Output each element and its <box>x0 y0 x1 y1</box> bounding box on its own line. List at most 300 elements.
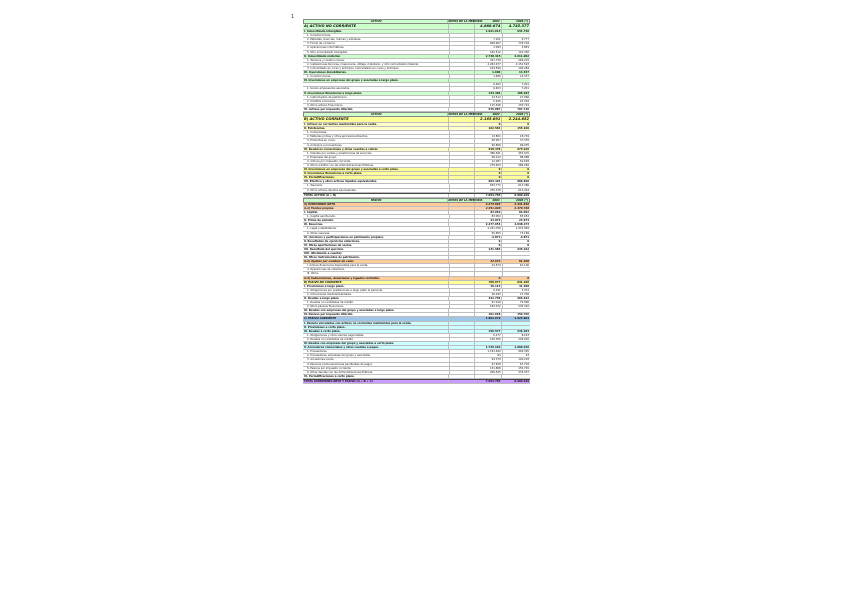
row-label: 1. Terrenos y construcciones. <box>303 59 450 62</box>
value-2004: 7.054.765 <box>475 194 503 197</box>
row-label: II. Prima de emisión. <box>303 219 449 222</box>
row-nota <box>449 180 475 183</box>
value-2003: 140.218 <box>518 358 529 362</box>
row-nota <box>449 207 475 210</box>
row-label: III. Otros. <box>303 272 450 275</box>
value-2004: 163.599 <box>475 67 502 70</box>
value-2003: 188.183 <box>517 91 530 95</box>
value-2004: 3.093 <box>475 46 502 49</box>
row-label <box>303 83 450 86</box>
value-2004: 2.451.020 <box>475 207 503 210</box>
row-nota <box>449 148 475 151</box>
row-label: V. Resultados de ejercicios anteriores. <box>303 240 449 243</box>
row-nota <box>449 211 475 214</box>
value-2004 <box>475 131 502 134</box>
value-2003: 286.282 <box>518 164 529 167</box>
row-nota <box>450 371 475 374</box>
value-2004: 156.577 <box>475 330 503 333</box>
value-2003: 41.368 <box>519 284 530 288</box>
row-nota <box>450 215 475 218</box>
value-2004: 13.512 <box>475 96 502 99</box>
value-2004: 2004 <box>474 199 501 202</box>
value-2004: 67.658 <box>475 363 502 366</box>
row-nota <box>449 244 475 247</box>
row-label: II. Operaciones de cobertura. <box>303 268 450 271</box>
value-2003: 1.925.603 <box>514 317 530 321</box>
row-label: VIII. (Dividendo a cuenta). <box>303 252 449 255</box>
row-nota <box>450 59 475 62</box>
row-label: VII. Resultado del ejercicio. <box>303 248 449 251</box>
row-label: 1. Obligaciones por prestaciones a largo plazo al personal. <box>303 289 450 292</box>
row-label: V. Acreedores comerciales y otras cuentas a pagar. <box>303 346 449 349</box>
value-2004: 903.424 <box>475 180 503 183</box>
row-label: 4. Otros créditos con las Administraciones Públicas. <box>303 164 450 167</box>
value-2004 <box>475 268 502 271</box>
value-2004: -3.871 <box>475 236 503 239</box>
value-2004: 162.564 <box>475 127 503 130</box>
row-label: 2. Proveedores, empresas del grupo y asociadas. <box>303 354 450 357</box>
row-nota <box>450 354 475 357</box>
value-2004: 58.012 <box>475 156 502 159</box>
value-2003: 75.096 <box>519 301 529 305</box>
row-nota <box>450 42 475 45</box>
value-2003: 797.716 <box>517 107 530 111</box>
value-2004: 6.277 <box>475 334 502 337</box>
value-2004: 67.016 <box>475 301 502 304</box>
row-label: II. Deudas a largo plazo. <box>303 297 449 300</box>
row-nota <box>449 313 475 316</box>
row-label: 5. Otro inmovilizado intangible. <box>303 51 450 54</box>
value-2004: 24.974 <box>475 219 503 222</box>
row-nota <box>449 322 475 325</box>
row-label: B) ACTIVO CORRIENTE <box>303 117 449 122</box>
row-nota <box>450 227 475 230</box>
value-2003: 236.183 <box>517 329 530 333</box>
value-2004: 48.957 <box>475 139 502 142</box>
row-label: 2. Créditos a terceros. <box>303 100 450 103</box>
row-label: 3. Otros activos financieros. <box>303 104 450 107</box>
row-nota <box>449 194 475 197</box>
value-2004: 131.583 <box>475 248 503 251</box>
page-number: 1 <box>291 14 295 20</box>
row-nota <box>449 203 475 206</box>
value-2003: 9.777 <box>521 38 529 42</box>
value-2004: 22.674 <box>475 260 503 263</box>
row-nota <box>450 144 475 147</box>
value-2003: 190.284 <box>518 66 529 70</box>
value-2003 <box>502 252 530 255</box>
row-label: 2. Deudas con entidades de crédito. <box>303 338 450 341</box>
value-2004: 22.674 <box>475 264 502 267</box>
value-2003: 613.386 <box>518 184 529 188</box>
value-2003: 6.990.229 <box>514 193 530 197</box>
row-nota <box>449 342 475 345</box>
value-2004: 13.801 <box>475 135 502 138</box>
value-2003: 155.745 <box>518 366 529 370</box>
row-label: VI. Activos por impuesto diferido. <box>303 108 449 111</box>
row-label: A) PATRIMONIO NETO <box>303 203 449 206</box>
value-2004: 2.263.077 <box>475 63 502 66</box>
value-2004: 99.806 <box>475 144 502 147</box>
row-nota <box>450 334 475 337</box>
value-2003: 986.820 <box>517 180 530 184</box>
value-2004: 83.052 <box>475 211 503 214</box>
row-nota <box>450 367 475 370</box>
value-2003: 2.370.726 <box>514 206 530 210</box>
value-2004: 93.379 <box>475 358 502 361</box>
row-label: 1. Tesorería. <box>303 184 450 187</box>
value-2003: 156.756 <box>517 313 530 317</box>
row-nota <box>450 67 475 70</box>
row-nota <box>449 30 475 33</box>
row-nota <box>450 87 475 90</box>
row-label: IV. Inversiones en empresas del grupo y asociadas a corto plazo. <box>303 168 449 171</box>
row-nota <box>449 108 475 111</box>
value-2003: 2.611.092 <box>514 54 530 58</box>
row-nota <box>450 268 475 271</box>
value-2004: 279.654 <box>475 164 502 167</box>
value-2004: 260.525 <box>475 371 502 374</box>
value-2003: 269.215 <box>518 58 529 62</box>
row-nota <box>449 297 475 300</box>
value-2004: 83.052 <box>475 215 502 218</box>
row-label: A-1) Fondos propios. <box>303 207 449 210</box>
value-2003: -3.871 <box>519 235 530 239</box>
row-nota <box>450 83 475 86</box>
value-2004: 2.221.799 <box>475 227 502 230</box>
row-label: C) PASIVO CORRIENTE <box>303 317 449 320</box>
row-label: TOTAL PATRIMONIO NETO Y PASIVO (A + B + C) <box>303 380 449 383</box>
value-2003 <box>502 79 530 82</box>
row-label: 1. Clientes por ventas y prestaciones de servicios. <box>303 152 450 155</box>
value-2004: 0 <box>475 172 503 175</box>
row-nota <box>450 160 475 163</box>
row-nota <box>450 135 475 138</box>
row-nota <box>450 272 475 275</box>
value-2004 <box>475 309 503 312</box>
value-2004: 63 <box>475 354 502 357</box>
value-2003 <box>502 375 530 378</box>
value-2003: 3.839 <box>521 46 529 50</box>
row-label: 3. Fondo de comercio. <box>303 42 450 45</box>
row-nota <box>450 75 475 78</box>
value-2003: 376.337 <box>518 370 529 374</box>
row-label: VI. Periodificaciones. <box>303 176 449 179</box>
value-2003: 2003 (*) <box>516 198 528 202</box>
value-2004: 6.403 <box>475 83 502 86</box>
row-label: 1. Socios empresarios asociados. <box>303 87 450 90</box>
row-label: 5. Pasivos por impuesto corriente. <box>303 367 450 370</box>
row-nota <box>449 281 475 284</box>
row-nota <box>449 117 475 122</box>
value-2003: 2.048.173 <box>514 223 530 227</box>
value-2003: 975.916 <box>517 147 530 151</box>
row-label: I. Capital. <box>303 211 449 214</box>
value-2004: 653.773 <box>475 184 502 187</box>
value-2004 <box>475 256 503 259</box>
value-2003: 99.035 <box>519 143 529 147</box>
value-2003: 52.638 <box>519 159 529 163</box>
value-2004: 2004 <box>474 20 501 23</box>
row-nota <box>449 172 475 175</box>
row-nota <box>449 223 475 226</box>
row-label: I. Activos no corrientes mantenidos para la venta. <box>303 123 449 126</box>
value-2003 <box>503 272 530 275</box>
value-2003: 0 <box>527 168 530 172</box>
value-2003 <box>502 326 530 329</box>
row-nota: NOTAS DE LA MEMORIA <box>448 112 483 116</box>
value-2004: 1.181.640 <box>475 350 502 353</box>
value-2004 <box>475 322 503 325</box>
value-2003: 61.100 <box>519 264 529 268</box>
value-2003: 0 <box>527 243 530 247</box>
row-nota <box>450 156 475 159</box>
row-nota <box>450 96 475 99</box>
value-2004: 250.578 <box>475 189 502 192</box>
value-2004: 1.690 <box>475 75 502 78</box>
value-2003: 0 <box>527 276 530 280</box>
value-2003: 67.793 <box>519 362 529 366</box>
value-2003: 83.052 <box>519 211 530 215</box>
value-2004: 848.907 <box>475 42 502 45</box>
value-2004: 2.748.415 <box>475 55 503 58</box>
value-2003: 141.330 <box>518 50 529 54</box>
row-label: 2. Empresas del grupo. <box>303 156 450 159</box>
value-2004: 6.321 <box>475 289 502 292</box>
row-nota <box>449 71 475 74</box>
value-2004: 12.087 <box>475 160 502 163</box>
row-label: A) ACTIVO NO CORRIENTE <box>303 24 449 29</box>
value-2003: 1.689.420 <box>514 346 530 350</box>
table-row <box>303 379 530 384</box>
value-2004: 2.277.654 <box>475 223 503 226</box>
balance-sheet <box>303 19 530 384</box>
row-label: 3. Productos en curso. <box>303 139 450 142</box>
value-2003: 83.052 <box>519 215 529 219</box>
value-2003: 613.444 <box>518 188 529 192</box>
value-2003: 931.740 <box>517 30 530 34</box>
row-nota <box>449 55 475 58</box>
row-label: III. Reservas. <box>303 223 449 226</box>
value-2004 <box>475 342 503 345</box>
row-label: A-3) Subvenciones, donaciones y legados recibidos. <box>303 277 449 280</box>
value-2004 <box>475 375 503 378</box>
row-nota <box>449 326 475 329</box>
row-label: II. Inmovilizado material. <box>303 55 449 58</box>
row-label: V. Inversiones financieras a largo plazo. <box>303 92 449 95</box>
row-label: 2. Patentes, licencias, marcas y similares. <box>303 38 450 41</box>
value-2003: 14.337 <box>519 71 530 75</box>
row-label: III. Deudas a corto plazo. <box>303 330 449 333</box>
value-2003: 7.201 <box>521 87 529 91</box>
value-2004: 0 <box>475 240 503 243</box>
value-2004: 1.690 <box>475 71 503 74</box>
row-label: 2. Actuaciones medioambientales. <box>303 293 450 296</box>
row-label: B) PASIVO NO CORRIENTE <box>303 281 449 284</box>
row-label: IV. (Acciones y participaciones en patrimonio propias). <box>303 236 449 239</box>
row-label: TOTAL ACTIVO (A + B) <box>303 194 449 197</box>
row-nota <box>450 34 475 37</box>
row-nota <box>449 92 475 95</box>
value-2004: 6.403 <box>475 87 502 90</box>
value-2004: 0 <box>475 176 503 179</box>
value-2004: 1.021.613 <box>475 30 503 33</box>
value-2003: 7.201 <box>521 83 529 87</box>
value-2003: 37.376 <box>519 139 529 143</box>
row-nota <box>449 24 475 29</box>
row-label: III. Deudores comerciales y otras cuentas a cobrar. <box>303 148 449 151</box>
row-nota <box>450 338 475 341</box>
value-2004: 7.054.765 <box>475 380 503 383</box>
value-2003: 631.160 <box>517 280 530 284</box>
row-nota: NOTAS DE LA MEMORIA <box>448 20 483 23</box>
value-2004: 1.735.102 <box>475 346 503 349</box>
row-nota <box>449 330 475 333</box>
row-label: IV. Inversiones en empresas del grupo y asociadas a largo plazo. <box>303 79 449 82</box>
row-label: 2. Materias primas y otros aprovisionamientos. <box>303 135 450 138</box>
row-nota: NOTAS DE LA MEMORIA <box>448 198 483 202</box>
row-nota <box>449 219 475 222</box>
value-2004: 709.877 <box>475 281 503 284</box>
row-nota <box>450 139 475 142</box>
value-2003 <box>502 256 530 259</box>
value-2004: 4.888.874 <box>475 24 503 29</box>
value-2004: 183.072 <box>475 305 502 308</box>
value-2004: 28.183 <box>475 293 502 296</box>
value-2003 <box>502 342 530 345</box>
value-2003: 61.100 <box>519 260 530 264</box>
value-2003: 265.422 <box>517 297 530 300</box>
value-2004: 131.868 <box>475 367 502 370</box>
row-nota <box>450 289 475 292</box>
row-nota <box>450 104 475 107</box>
value-2003: 0 <box>527 239 530 243</box>
value-2003: 0 <box>527 172 530 176</box>
value-2003: 14.337 <box>519 75 529 79</box>
row-label: III. Inversiones Inmobiliarias. <box>303 71 449 74</box>
row-label: 1. Legal y estatutarias. <box>303 227 450 230</box>
row-nota <box>449 317 475 320</box>
value-2003 <box>503 268 530 271</box>
value-2003: 155.160 <box>517 127 530 131</box>
row-nota <box>450 264 475 267</box>
value-2003 <box>502 322 530 325</box>
row-label: II. Existencias. <box>303 127 449 130</box>
row-label: A-2) Ajustes por cambios de valor. <box>303 260 449 263</box>
row-label: 4. Aplicaciones informáticas. <box>303 46 450 49</box>
row-label: VI. Otras aportaciones de socios. <box>303 244 449 247</box>
value-2004: 2.473.694 <box>475 203 503 206</box>
row-nota <box>449 380 475 383</box>
value-2003: 2.431.816 <box>514 202 530 206</box>
value-2004: 0 <box>475 244 503 247</box>
row-nota <box>449 236 475 239</box>
row-label: 4. Anticipos a proveedores. <box>303 144 450 147</box>
value-2003: 228.020 <box>518 337 529 341</box>
row-label: III. Deudas con empresas del grupo y asociadas a largo plazo. <box>303 309 449 312</box>
row-nota <box>449 375 475 378</box>
value-2004: 386.591 <box>475 152 502 155</box>
row-label: 1. Deudas con entidades de crédito. <box>303 301 450 304</box>
value-2003: 18.749 <box>519 135 529 139</box>
row-nota <box>450 358 475 361</box>
value-2004: 321.746 <box>475 297 503 300</box>
value-2004: 321.739 <box>475 59 502 62</box>
value-2004: 7.101 <box>475 38 502 41</box>
value-2004: 5.406 <box>475 100 502 103</box>
row-label: 2. Instalaciones técnicas, maquinaria, utillaje, mobiliario, y otro inmovilizado material. <box>303 63 450 66</box>
row-label: VII. Efectivo y otros activos líquidos equivalentes. <box>303 180 449 183</box>
value-2004 <box>475 326 503 329</box>
value-2003: 235.162 <box>517 247 530 251</box>
row-label: IV. Pasivos por impuesto diferido. <box>303 313 449 316</box>
value-2003: 3.372 <box>521 288 529 292</box>
value-2003: 6.990.229 <box>514 379 530 383</box>
row-nota <box>449 346 475 349</box>
value-2004: 2004 <box>474 113 501 116</box>
value-2004: 818.378 <box>475 148 503 151</box>
row-label: VI. Periodificaciones a corto plazo. <box>303 375 449 378</box>
value-2003: 8.163 <box>521 333 529 337</box>
row-label: PASIVO <box>304 199 448 202</box>
value-2003: 27.066 <box>519 95 529 99</box>
value-2004 <box>475 252 503 255</box>
row-label: 2. Otros pasivos financieros. <box>303 305 450 308</box>
row-nota <box>449 260 475 263</box>
value-2003: 2.244.852 <box>508 117 530 122</box>
row-nota <box>450 305 475 308</box>
row-label: 6. Otras deudas con las Administraciones Públicas. <box>303 371 450 374</box>
value-2004: 115.548 <box>475 104 502 107</box>
row-label: 1. Capital escriturado. <box>303 215 450 218</box>
row-label: IV. Deudas con empresas del grupo y asociadas a corto plazo. <box>303 342 449 345</box>
value-2003: 135.724 <box>518 103 529 107</box>
value-2004: 150.300 <box>475 338 502 341</box>
row-label: ACTIVO <box>304 113 448 116</box>
row-label: 1. Proveedores. <box>303 350 450 353</box>
value-2004 <box>475 79 503 82</box>
row-nota <box>449 277 475 280</box>
row-nota <box>449 168 475 171</box>
value-2004: 101.618 <box>475 313 503 316</box>
row-label: 3. Inmovilizado en curso y anticipos. Inmovilizado en curso y anticipos. <box>303 67 450 70</box>
row-nota <box>450 38 475 41</box>
value-2004: 0 <box>475 277 503 280</box>
value-2004: 2.165.891 <box>475 117 503 122</box>
row-nota <box>449 79 475 82</box>
row-nota <box>449 240 475 243</box>
value-2004: 55.855 <box>475 232 502 235</box>
value-2004 <box>475 34 502 37</box>
row-nota <box>450 152 475 155</box>
row-nota <box>449 176 475 179</box>
value-2003: 4.745.377 <box>508 24 530 29</box>
value-2004: 0 <box>475 123 503 126</box>
row-nota <box>449 285 475 288</box>
value-2003: 2003 (*) <box>516 20 528 23</box>
value-2003: 455.970 <box>518 151 529 155</box>
row-label: V. Inversiones financieras a corto plazo. <box>303 172 449 175</box>
row-label: 3. Activos por impuesto corriente. <box>303 160 450 163</box>
value-2003: 73.189 <box>519 231 529 235</box>
value-2003 <box>503 131 530 134</box>
value-2003: 24.974 <box>519 219 530 223</box>
row-label: I. Activos financieros disponibles para la venta. <box>303 264 450 267</box>
value-2003: 27.336 <box>519 292 529 296</box>
row-nota <box>449 248 475 251</box>
row-nota <box>450 301 475 304</box>
value-2004: 976.087 <box>475 108 503 111</box>
